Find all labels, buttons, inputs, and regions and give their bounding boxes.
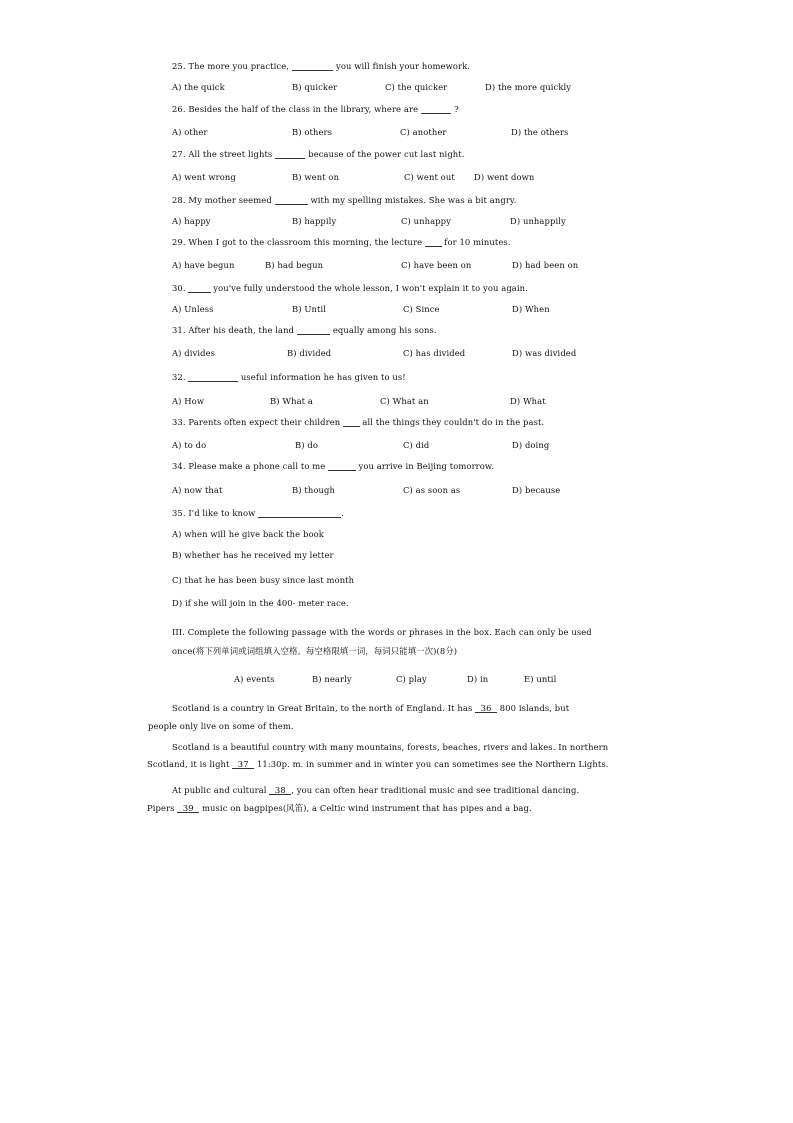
word-box-item bbox=[524, 675, 556, 683]
option bbox=[265, 261, 323, 269]
question-stem: My mother seemed bbox=[188, 195, 272, 205]
question-number: 31. bbox=[172, 325, 186, 335]
answer-blank bbox=[425, 238, 442, 247]
question-stem-end: . bbox=[341, 508, 344, 518]
question-number: 26. bbox=[172, 104, 186, 114]
option bbox=[172, 530, 324, 538]
question-stem: 35. I'd like to know bbox=[172, 508, 256, 518]
question-stem: All the street lights bbox=[188, 149, 273, 159]
option-text: C) Since bbox=[403, 304, 440, 314]
option-text: D) the others bbox=[511, 127, 569, 137]
question-number: 25. bbox=[172, 61, 186, 71]
option-text: C) What an bbox=[380, 396, 429, 406]
question-stem-end: ? bbox=[454, 104, 459, 114]
word-box-item bbox=[396, 675, 427, 683]
question-34 bbox=[172, 462, 494, 471]
option-text: D) was divided bbox=[512, 348, 577, 358]
passage-line bbox=[172, 743, 608, 751]
passage-text: people only live on some of them. bbox=[148, 721, 294, 731]
question-stem-end: because of the power cut last night. bbox=[308, 149, 465, 159]
section-instruction-cn: once(将下列单词或词组填入空格。每空格限填一词，每词只能填一次)(8分) bbox=[172, 646, 458, 656]
option bbox=[172, 397, 204, 405]
option bbox=[474, 173, 534, 181]
option-text: B) had begun bbox=[265, 260, 324, 270]
passage-text: Scotland is a country in Great Britain, to the north of England. It has bbox=[172, 703, 473, 713]
option bbox=[385, 83, 447, 91]
option-text: D) unhappily bbox=[510, 216, 566, 226]
passage-line bbox=[148, 722, 294, 730]
option-text: B) quicker bbox=[292, 82, 338, 92]
option bbox=[512, 486, 560, 494]
passage-text: Scotland is a beautiful country with many mountains, forests, beaches, rivers and lakes. In northern bbox=[172, 742, 609, 752]
option bbox=[485, 83, 571, 91]
option bbox=[292, 305, 326, 313]
passage-line bbox=[147, 760, 608, 769]
option-text: B) went on bbox=[292, 172, 340, 182]
question-27 bbox=[172, 150, 465, 159]
question-stem-end: for 10 minutes. bbox=[444, 237, 511, 247]
option bbox=[172, 599, 349, 607]
option bbox=[292, 217, 336, 225]
answer-blank bbox=[275, 196, 308, 205]
option bbox=[403, 486, 460, 494]
option-text: C) did bbox=[403, 440, 430, 450]
word-choice: B) nearly bbox=[312, 674, 352, 684]
question-number: 30. bbox=[172, 283, 186, 293]
option-text: C) as soon as bbox=[403, 485, 461, 495]
option bbox=[292, 83, 337, 91]
word-box-item bbox=[467, 675, 488, 683]
option-text: C) that he has been busy since last month bbox=[172, 575, 355, 585]
question-29 bbox=[172, 238, 511, 247]
answer-blank-38: 38 bbox=[269, 785, 292, 795]
answer-blank bbox=[188, 373, 238, 382]
passage-line bbox=[172, 704, 569, 713]
option bbox=[172, 83, 225, 91]
option bbox=[172, 551, 334, 559]
answer-blank-37: 37 bbox=[232, 759, 255, 769]
option-text: C) have been on bbox=[401, 260, 472, 270]
passage-text: 11:30p. m. in summer and in winter you can sometimes see the Northern Lights. bbox=[256, 759, 609, 769]
option-text: D) had been on bbox=[512, 260, 579, 270]
question-number: 29. bbox=[172, 237, 186, 247]
option-text: A) now that bbox=[172, 485, 223, 495]
section-heading bbox=[172, 628, 592, 636]
option-text: B) happily bbox=[292, 216, 337, 226]
word-box-item bbox=[312, 675, 352, 683]
option bbox=[287, 349, 331, 357]
passage-text: Scotland, it is light bbox=[147, 759, 230, 769]
question-number: 34. bbox=[172, 461, 186, 471]
option-text: A) went wrong bbox=[172, 172, 236, 182]
option-text: C) went out bbox=[404, 172, 455, 182]
option bbox=[172, 261, 234, 269]
option-text: A) the quick bbox=[172, 82, 225, 92]
option bbox=[512, 261, 578, 269]
question-stem: Please make a phone call to me bbox=[188, 461, 326, 471]
option bbox=[403, 349, 465, 357]
passage-line bbox=[147, 804, 532, 813]
question-28 bbox=[172, 196, 516, 205]
question-35 bbox=[172, 509, 344, 518]
question-33 bbox=[172, 418, 544, 427]
word-choice: C) play bbox=[396, 674, 427, 684]
question-stem: The more you practice, bbox=[188, 61, 290, 71]
option-text: B) do bbox=[295, 440, 318, 450]
word-box-item bbox=[234, 675, 275, 683]
option-text: C) another bbox=[400, 127, 447, 137]
option-text: B) divided bbox=[287, 348, 332, 358]
answer-blank bbox=[421, 105, 451, 114]
question-number: 27. bbox=[172, 149, 186, 159]
option bbox=[401, 217, 451, 225]
option-text: B) though bbox=[292, 485, 335, 495]
question-stem: After his death, the land bbox=[188, 325, 295, 335]
word-choice: E) until bbox=[524, 674, 557, 684]
word-choice: D) in bbox=[467, 674, 489, 684]
option bbox=[510, 217, 566, 225]
question-stem-end: with my spelling mistakes. She was a bit angry. bbox=[310, 195, 517, 205]
option bbox=[292, 486, 335, 494]
option bbox=[401, 261, 471, 269]
question-stem-end: you arrive in Beijing tomorrow. bbox=[358, 461, 494, 471]
answer-blank bbox=[188, 284, 210, 293]
question-stem: Parents often expect their children bbox=[188, 417, 341, 427]
question-stem: Besides the half of the class in the library, where are bbox=[188, 104, 419, 114]
answer-blank bbox=[275, 150, 305, 159]
question-stem-end: you've fully understood the whole lesson, I won't explain it to you again. bbox=[213, 283, 528, 293]
option-text: A) Unless bbox=[172, 304, 214, 314]
question-30 bbox=[172, 284, 528, 293]
passage-text: 800 islands, but bbox=[499, 703, 570, 713]
option bbox=[172, 128, 208, 136]
answer-blank bbox=[258, 509, 341, 518]
option-text: A) other bbox=[172, 127, 208, 137]
option bbox=[512, 305, 550, 313]
option-text: B) whether has he received my letter bbox=[172, 550, 334, 560]
passage-text: music on bagpipes(风笛), a Celtic wind instrument that has pipes and a bag. bbox=[201, 803, 532, 813]
passage-text: , you can often hear traditional music and see traditional dancing. bbox=[291, 785, 580, 795]
option bbox=[172, 441, 206, 449]
option-text: C) has divided bbox=[403, 348, 466, 358]
question-31 bbox=[172, 326, 437, 335]
option bbox=[172, 486, 222, 494]
question-stem-end: equally among his sons. bbox=[332, 325, 437, 335]
answer-blank bbox=[297, 326, 330, 335]
question-25 bbox=[172, 62, 470, 71]
option-text: D) because bbox=[512, 485, 561, 495]
option-text: A) happy bbox=[172, 216, 211, 226]
option-text: A) divides bbox=[172, 348, 216, 358]
word-choice: A) events bbox=[234, 674, 275, 684]
option-text: C) the quicker bbox=[385, 82, 448, 92]
option bbox=[292, 173, 339, 181]
question-stem: When I got to the classroom this morning, the lecture bbox=[188, 237, 423, 247]
option-text: D) if she will join in the 400- meter race. bbox=[172, 598, 349, 608]
question-stem-end: useful information he has given to us! bbox=[240, 372, 406, 382]
option-text: B) Until bbox=[292, 304, 327, 314]
option bbox=[295, 441, 318, 449]
option-text: B) others bbox=[292, 127, 333, 137]
question-stem-end: all the things they couldn't do in the past. bbox=[362, 417, 545, 427]
answer-blank bbox=[328, 462, 356, 471]
option bbox=[404, 173, 455, 181]
option-text: B) What a bbox=[270, 396, 313, 406]
option-text: A) to do bbox=[172, 440, 207, 450]
passage-line bbox=[172, 786, 579, 795]
option-text: A) have begun bbox=[172, 260, 235, 270]
option bbox=[270, 397, 313, 405]
option-text: D) When bbox=[512, 304, 550, 314]
option bbox=[172, 305, 214, 313]
option bbox=[172, 349, 215, 357]
answer-blank-36: 36 bbox=[475, 703, 498, 713]
option-text: C) unhappy bbox=[401, 216, 451, 226]
option bbox=[403, 441, 429, 449]
section-instruction: III. Complete the following passage with the words or phrases in the box. Each can only be used bbox=[172, 627, 592, 637]
option bbox=[172, 173, 236, 181]
passage-text: Pipers bbox=[147, 803, 175, 813]
option-text: D) went down bbox=[474, 172, 535, 182]
answer-blank bbox=[292, 62, 333, 71]
option bbox=[511, 128, 568, 136]
question-32 bbox=[172, 373, 406, 382]
option-text: A) when will he give back the book bbox=[172, 529, 324, 539]
question-number: 33. bbox=[172, 417, 186, 427]
option-text: D) doing bbox=[512, 440, 550, 450]
option bbox=[512, 349, 576, 357]
section-heading-cont bbox=[172, 647, 457, 655]
option bbox=[172, 217, 211, 225]
option-text: D) What bbox=[510, 396, 546, 406]
option bbox=[512, 441, 549, 449]
option bbox=[172, 576, 354, 584]
question-26 bbox=[172, 105, 459, 114]
option bbox=[292, 128, 332, 136]
option bbox=[400, 128, 447, 136]
option bbox=[510, 397, 546, 405]
passage-text: At public and cultural bbox=[172, 785, 267, 795]
answer-blank-39: 39 bbox=[177, 803, 200, 813]
question-number: 32. bbox=[172, 372, 186, 382]
question-number: 28. bbox=[172, 195, 186, 205]
answer-blank bbox=[343, 418, 360, 427]
option bbox=[403, 305, 440, 313]
option-text: D) the more quickly bbox=[485, 82, 572, 92]
option-text: A) How bbox=[172, 396, 205, 406]
option bbox=[380, 397, 429, 405]
question-stem-end: you will finish your homework. bbox=[336, 61, 471, 71]
